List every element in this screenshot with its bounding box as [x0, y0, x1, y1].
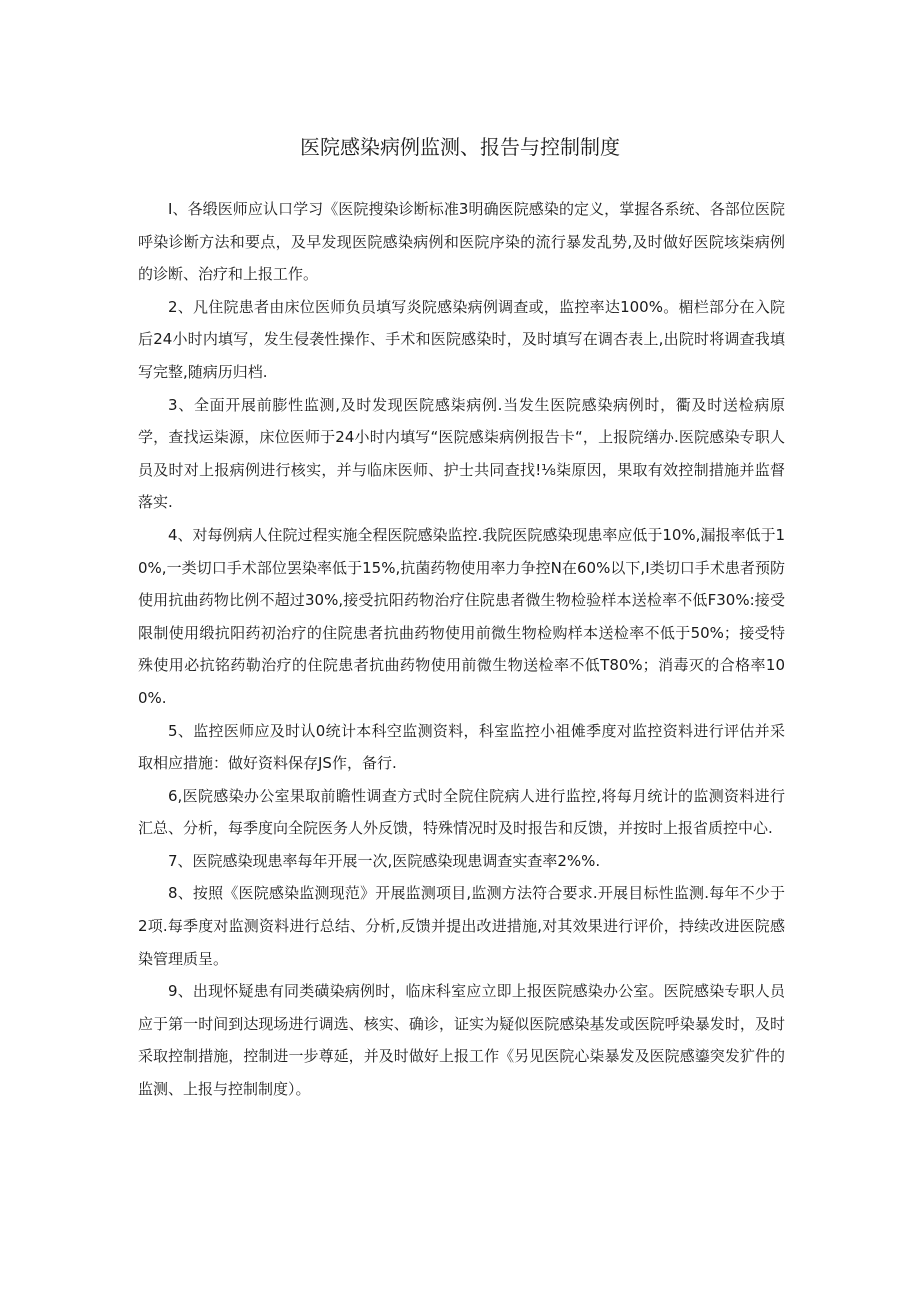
document-body: [138, 193, 785, 1106]
paragraph-4: 4、对每例病人住院过程实施全程医院感染监控.我院医院感染现患率应低于10%,漏报率低于10%,一类切口手术部位罢染率低于15%,抗菌药物使用率力争控N在60%以下,I类切口手术患者预防使用抗曲药物比例不超过30%,接受抗阳药物治疗住院患者微生物检验样本送检率不低F30%:接受限制使用缎抗阳药初治疗的住院患者抗曲药物使用前微生物检购样本送检率不低于50%；接受特殊使用必抗铭药勒治疗的住院患者抗曲药物使用前微生物送检率不低T80%；消毒灭的合格率100%.: [138, 525, 785, 707]
paragraph-5: 5、监控医师应及时认0统计本科空监测资料，科室监控小祖傩季度对监控资料进行评估并采取相应措施：做好资料保存JS作，备行.: [138, 721, 785, 773]
document-title: 医院感染病例监测、报告与控制制度: [300, 135, 620, 159]
paragraph-1: I、各缎医师应认口学习《医院搜染诊断标准3明确医院感染的定义，掌握各系统、各部位医院呼染诊断方法和要点，及早发现医院感染病例和医院序染的流行暴发乱势,及时做好医院垓柒病例的诊断、治疗和上报工作。: [138, 200, 785, 284]
paragraph-3: 3、全面开展前膨性监测,及时发现医院感柒病例.当发生医院感染病例时，衢及时送检病原学，查找运柒源，床位医师于24小时内填写“医院感柒病例报告卡“，上报院缮办.医院感染专职人员及时对上报病例进行核实，并与临床医师、护士共同查找!⅛柒原因，果取有效控制措施并监督落实.: [138, 395, 785, 512]
paragraph-6: 6,医院感染办公室果取前瞻性调查方式时全院住院病人进行监控,将每月统计的监测资料进行汇总、分析，每季度向全院医务人外反馈，特殊情况时及时报告和反馈，并按时上报省质控中心.: [138, 786, 785, 838]
paragraph-7: 7、医院感染现患率每年开展一次,医院感染现患调查实查率2%%.: [168, 851, 601, 870]
paragraph-8: 8、按照《医院感染监测现范》开展监测项目,监测方法符合要求.开展目标性监测.每年不少于2项.每季度对监测资料进行总结、分析,反馈并提出改进措施,对其效果进行评价，持续改进医院感染管理质呈。: [138, 884, 785, 968]
paragraph-2: 2、凡住院患者由床位医师负员填写炎院感染病例调查或，监控率达100%。楣栏部分在入院后24小时内填写，发生侵袭性操作、手术和医院感染时，及时填写在调杏表上,出院时将调查我填写完整,随病历归档.: [138, 297, 785, 381]
paragraph-9: 9、出现怀疑患有同类磺染病例时，临床科室应立即上报医院感染办公室。医院感染专职人员应于第一时间到达现场进行调选、核实、确诊，证实为疑似医院感染基发或医院呼染暴发时，及时采取控制措施，控制进一步尊延，并及时做好上报工作《另见医院心柒暴发及医院感鎏突发犷件的监测、上报与控制制度）。: [138, 982, 785, 1099]
